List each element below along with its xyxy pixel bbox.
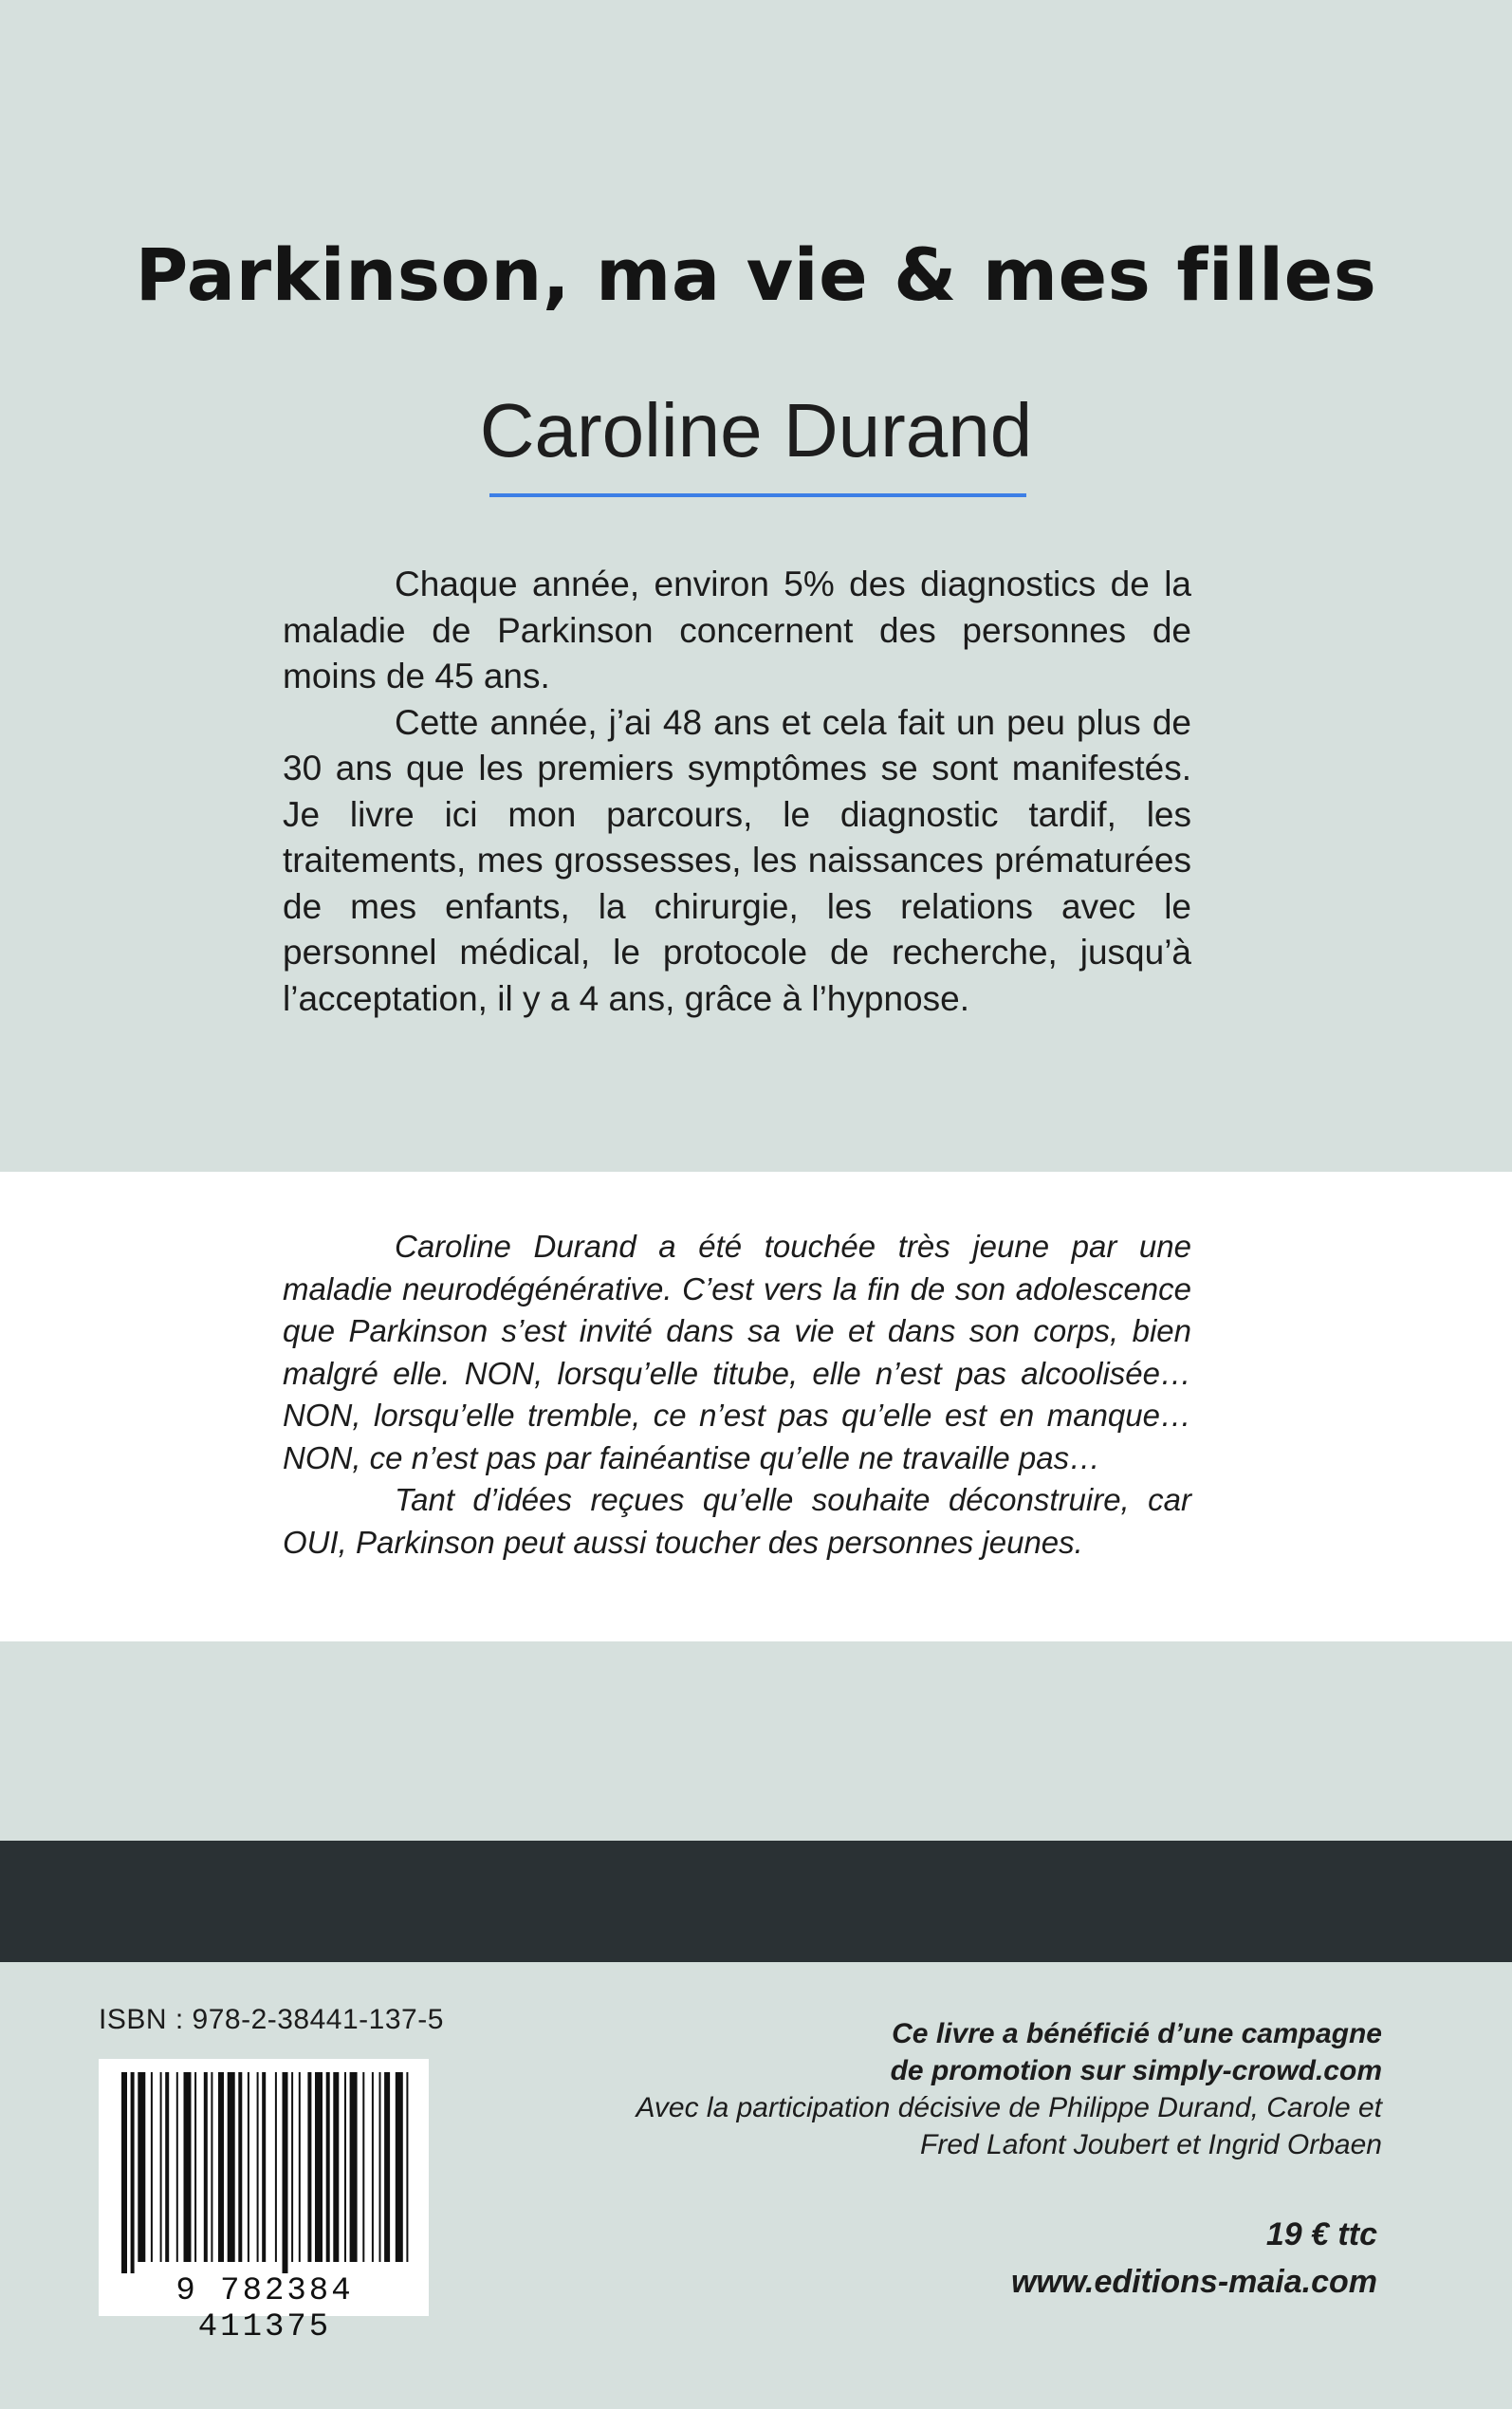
isbn-label: ISBN : 978-2-38441-137-5 [99, 2004, 444, 2035]
barcode-bar [315, 2072, 323, 2262]
crowd-line: de promotion sur simply-crowd.com [890, 2055, 1382, 2086]
barcode-bar [262, 2072, 266, 2262]
barcode-bar [218, 2072, 224, 2262]
barcode-bar [194, 2072, 196, 2262]
barcode-bar [344, 2072, 346, 2262]
barcode-bar [211, 2072, 212, 2262]
summary-paragraph: Cette année, j’ai 48 ans et cela fait un peu plus de 30 ans que les premiers symptômes se sont manifestés. Je livre ici mon parcours, le diagnostic tardif, les traitements, mes grossesses, les naissances prématurées de mes enfants, la chirurgie, les relations avec le personnel médical, le protocole de recherche, jusqu’à l’acceptation, il y a 4 ans, grâce à l’hypnose. [283, 702, 1191, 1018]
book-title: Parkinson, ma vie & mes filles [135, 232, 1377, 317]
crowd-line: Ce livre a bénéficié d’une campagne [892, 2018, 1382, 2049]
barcode-bar [299, 2072, 301, 2262]
bio-paragraph: Caroline Durand a été touchée très jeune par une maladie neurodégénérative. C’est vers la fin de son adolescence que Parkinson s’est invité dans sa vie et dans son corps, bien malgré elle. NON, lorsqu’elle titube, elle n’est pas alcoolisée… NON, lorsqu’elle tremble, ce n’est pas qu’elle est en manque… NON, ce n’est pas par fainéantise qu’elle ne travaille pas… [283, 1229, 1191, 1475]
barcode-bar [184, 2072, 192, 2262]
author-name: Caroline Durand [479, 388, 1033, 473]
barcode-bar [228, 2072, 235, 2262]
barcode-bar [275, 2072, 277, 2262]
barcode-bar [396, 2072, 403, 2262]
barcode-bar [362, 2072, 364, 2262]
barcode-bar [248, 2072, 249, 2262]
price-label: 19 € ttc [1265, 2216, 1377, 2252]
dark-divider-band [0, 1841, 1512, 1962]
barcode-bar [379, 2072, 381, 2262]
thanks-line: Fred Lafont Joubert et Ingrid Orbaen [920, 2129, 1382, 2160]
barcode-bar [307, 2072, 311, 2262]
bio-paragraph: Tant d’idées reçues qu’elle souhaite déconstruire, car OUI, Parkinson peut aussi toucher des personnes jeunes. [283, 1482, 1191, 1560]
barcode-bar [151, 2072, 153, 2262]
crowdfunding-credit [528, 2015, 1382, 2163]
barcode-bar [165, 2072, 169, 2262]
barcode-bar [291, 2072, 293, 2262]
barcode [99, 2059, 429, 2345]
barcode-digits: 9 782384 411375 [175, 2273, 354, 2345]
author-underline [489, 493, 1026, 497]
author-bio [283, 1226, 1191, 1564]
barcode-bar [384, 2072, 390, 2262]
barcode-bar [326, 2072, 330, 2262]
summary-paragraph: Chaque année, environ 5% des diagnostics de la maladie de Parkinson concernent des personnes de moins de 45 ans. [283, 565, 1191, 695]
barcode-bar [406, 2072, 408, 2262]
barcode-bar [176, 2072, 178, 2262]
book-summary [283, 562, 1191, 1022]
barcode-bar [283, 2072, 288, 2273]
barcode-bar [138, 2072, 145, 2262]
barcode-bar [204, 2072, 208, 2262]
publisher-website: www.editions-maia.com [1010, 2264, 1377, 2300]
barcode-bar [238, 2072, 242, 2262]
barcode-bar [333, 2072, 339, 2262]
thanks-line: Avec la participation décisive de Philippe Durand, Carole et [636, 2092, 1382, 2123]
barcode-bar [131, 2072, 135, 2273]
barcode-bar [257, 2072, 259, 2262]
barcode-bar [121, 2072, 127, 2273]
barcode-bar [350, 2072, 358, 2262]
barcode-bar [160, 2072, 162, 2262]
barcode-bar [372, 2072, 374, 2262]
barcode-bars [99, 2059, 429, 2273]
